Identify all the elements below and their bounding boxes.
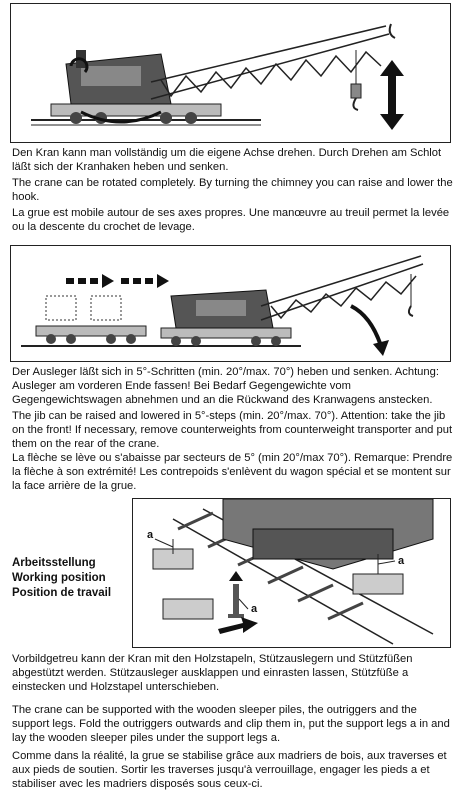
support-legs-illustration	[132, 498, 451, 648]
section2-german-text: Der Ausleger läßt sich in 5°-Schritten (min. 20°/max. 70°) heben und senken. Achtung: Ausleger am vorderen Ende fassen! Bei Bedarf Gegengewichte vom Gegengewichtswagen abnehmen und an die Rückwand des Kranwagens anstecken.	[12, 366, 439, 407]
section1-french-text: La grue est mobile autour de ses axes propres. Une manœuvre au treuil permet la levée ou la descente du crochet de levage.	[12, 207, 450, 234]
section2-english-text: The jib can be raised and lowered in 5°-steps (min. 20°/max. 70°). Attention: take the jib on the front! If necessary, remove counterweights from counterweight transporter and put them on the rear of the crane.	[12, 410, 453, 451]
jib-counterweight-illustration	[10, 245, 451, 362]
heading-german: Arbeitsstellung	[12, 557, 96, 569]
callout-a-left: a	[147, 529, 154, 541]
section1-english-text: The crane can be rotated completely. By turning the chimney you can raise and lower the hook.	[12, 177, 453, 204]
section3-french-text: Comme dans la réalité, la grue se stabilise grâce aux madriers de bois, aux traverses et aux pieds de soutien. Sortir les traverses jusqu'à verrouillage, engager les pieds a et stabiliser avec les madriers disposés sous ceux-ci.	[12, 750, 447, 791]
callout-a-bottom: a	[251, 603, 258, 615]
section3-german-text: Vorbildgetreu kann der Kran mit den Holzstapeln, Stützauslegern und Stützfüßen abgestützt werden. Stützausleger ausklappen und einrasten lassen, Stützfüße a einstecken und Holzstapel unterschieben.	[12, 653, 413, 694]
callout-a-right: a	[398, 555, 405, 567]
section2-french-text: La flèche se lève ou s'abaisse par secteurs de 5° (min 20°/max 70°). Remarque: Prendre la flèche à son extrémité! Les contrepoids s'enlèvent du wagon spécial et se montent sur la face arrière de la grue.	[12, 452, 453, 493]
working-position-heading	[12, 556, 127, 601]
section1-german-text: Den Kran kann man vollständig um die eigene Achse drehen. Durch Drehen am Schlot läßt sich der Kranhaken heben und senken.	[12, 147, 442, 174]
section3-english-text: The crane can be supported with the wooden sleeper piles, the outriggers and the support legs. Fold the outriggers outwards and clip them in, put the support legs a in and lay the wooden sleeper piles under the support legs a.	[12, 704, 450, 745]
heading-french: Position de travail	[12, 587, 112, 599]
crane-rotation-illustration	[10, 3, 451, 143]
heading-english: Working position	[12, 572, 106, 584]
